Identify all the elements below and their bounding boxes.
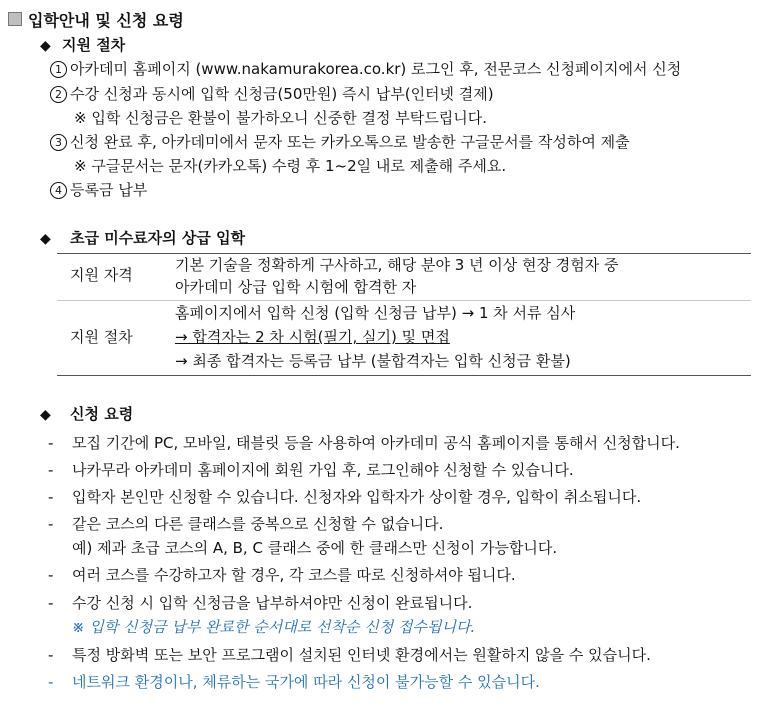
list-dash: - [48, 646, 54, 664]
circled-number: 1 [50, 61, 67, 78]
row-line: 기본 기술을 정확하게 구사하고, 해당 분야 3 년 이상 현장 경험자 중 [175, 256, 619, 274]
square-bullet-icon [8, 12, 22, 26]
list-item-note: ※ 입학 신청금 납부 완료한 순서대로 선착순 신청 접수됩니다. [72, 618, 476, 636]
list-item: 여러 코스를 수강하고자 할 경우, 각 코스를 따로 신청하셔야 됩니다. [72, 566, 516, 584]
list-dash: - [48, 488, 54, 506]
step-text: 신청 완료 후, 아카데미에서 문자 또는 카카오톡으로 발송한 구글문서를 작성하여 제출 [70, 133, 630, 151]
page-title: 입학안내 및 신청 요령 [28, 11, 184, 30]
row-line: → 합격자는 2 차 시험(필기, 실기) 및 면접 [175, 328, 450, 346]
step-3 [50, 132, 630, 152]
row-label: 지원 절차 [70, 328, 133, 346]
diamond-bullet-icon: ◆ [40, 231, 51, 247]
step-4 [50, 180, 147, 200]
list-item: 같은 코스의 다른 클래스를 중복으로 신청할 수 없습니다. [72, 515, 444, 533]
section-heading-advanced [40, 228, 245, 249]
table-row-divider [57, 300, 751, 301]
row-line: 아카데미 상급 입학 시험에 합격한 자 [175, 278, 417, 296]
list-dash: - [48, 566, 54, 584]
step-text: 수강 신청과 동시에 입학 신청금(50만원) 즉시 납부(인터넷 결제) [70, 85, 494, 103]
list-item-warning: 네트워크 환경이나, 체류하는 국가에 따라 신청이 불가능할 수 있습니다. [72, 673, 540, 691]
section-title: 지원 절차 [62, 36, 126, 54]
list-item-example: 예) 제과 초급 코스의 A, B, C 클래스 중에 한 클래스만 신청이 가능합니다. [72, 539, 558, 557]
list-item: 나카무라 아카데미 홈페이지에 회원 가입 후, 로그인해야 신청할 수 있습니다. [72, 461, 574, 479]
step-2 [50, 84, 494, 104]
step-text: 등록금 납부 [70, 181, 148, 199]
list-item: 입학자 본인만 신청할 수 있습니다. 신청자와 입학자가 상이할 경우, 입학이 취소됩니다. [72, 488, 642, 506]
table-top-border [57, 253, 751, 254]
list-item: 모집 기간에 PC, 모바일, 태블릿 등을 사용하여 아카데미 공식 홈페이지를 통해서 신청합니다. [72, 434, 680, 452]
list-dash: - [48, 673, 54, 691]
section-heading-howto [40, 404, 133, 425]
row-label: 지원 자격 [70, 266, 133, 284]
list-dash: - [48, 434, 54, 452]
step-text: 아카데미 홈페이지 (www.nakamurakorea.co.kr) 로그인 후, 전문코스 신청페이지에서 신청 [70, 60, 682, 78]
diamond-bullet-icon: ◆ [40, 38, 51, 54]
section-title: 초급 미수료자의 상급 입학 [70, 229, 246, 247]
list-dash: - [48, 515, 54, 533]
circled-number: 2 [50, 86, 67, 103]
step-1 [50, 59, 681, 79]
table-bottom-border [57, 375, 751, 376]
diamond-bullet-icon: ◆ [40, 407, 51, 423]
list-dash: - [48, 594, 54, 612]
list-dash: - [48, 461, 54, 479]
list-item: 수강 신청 시 입학 신청금을 납부하셔야만 신청이 완료됩니다. [72, 594, 473, 612]
circled-number: 3 [50, 134, 67, 151]
row-line: 홈페이지에서 입학 신청 (입학 신청금 납부) → 1 차 서류 심사 [175, 304, 576, 322]
step-note: ※ 구글문서는 문자(카카오톡) 수령 후 1~2일 내로 제출해 주세요. [74, 157, 507, 175]
section-heading-procedure [40, 35, 125, 56]
list-item: 특정 방화벽 또는 보안 프로그램이 설치된 인터넷 환경에서는 원활하지 않을 수 있습니다. [72, 646, 651, 664]
circled-number: 4 [50, 182, 67, 199]
section-title: 신청 요령 [70, 405, 134, 423]
row-line: → 최종 합격자는 등록금 납부 (불합격자는 입학 신청금 환불) [175, 352, 571, 370]
step-note: ※ 입학 신청금은 환불이 불가하오니 신중한 결정 부탁드립니다. [74, 109, 487, 127]
